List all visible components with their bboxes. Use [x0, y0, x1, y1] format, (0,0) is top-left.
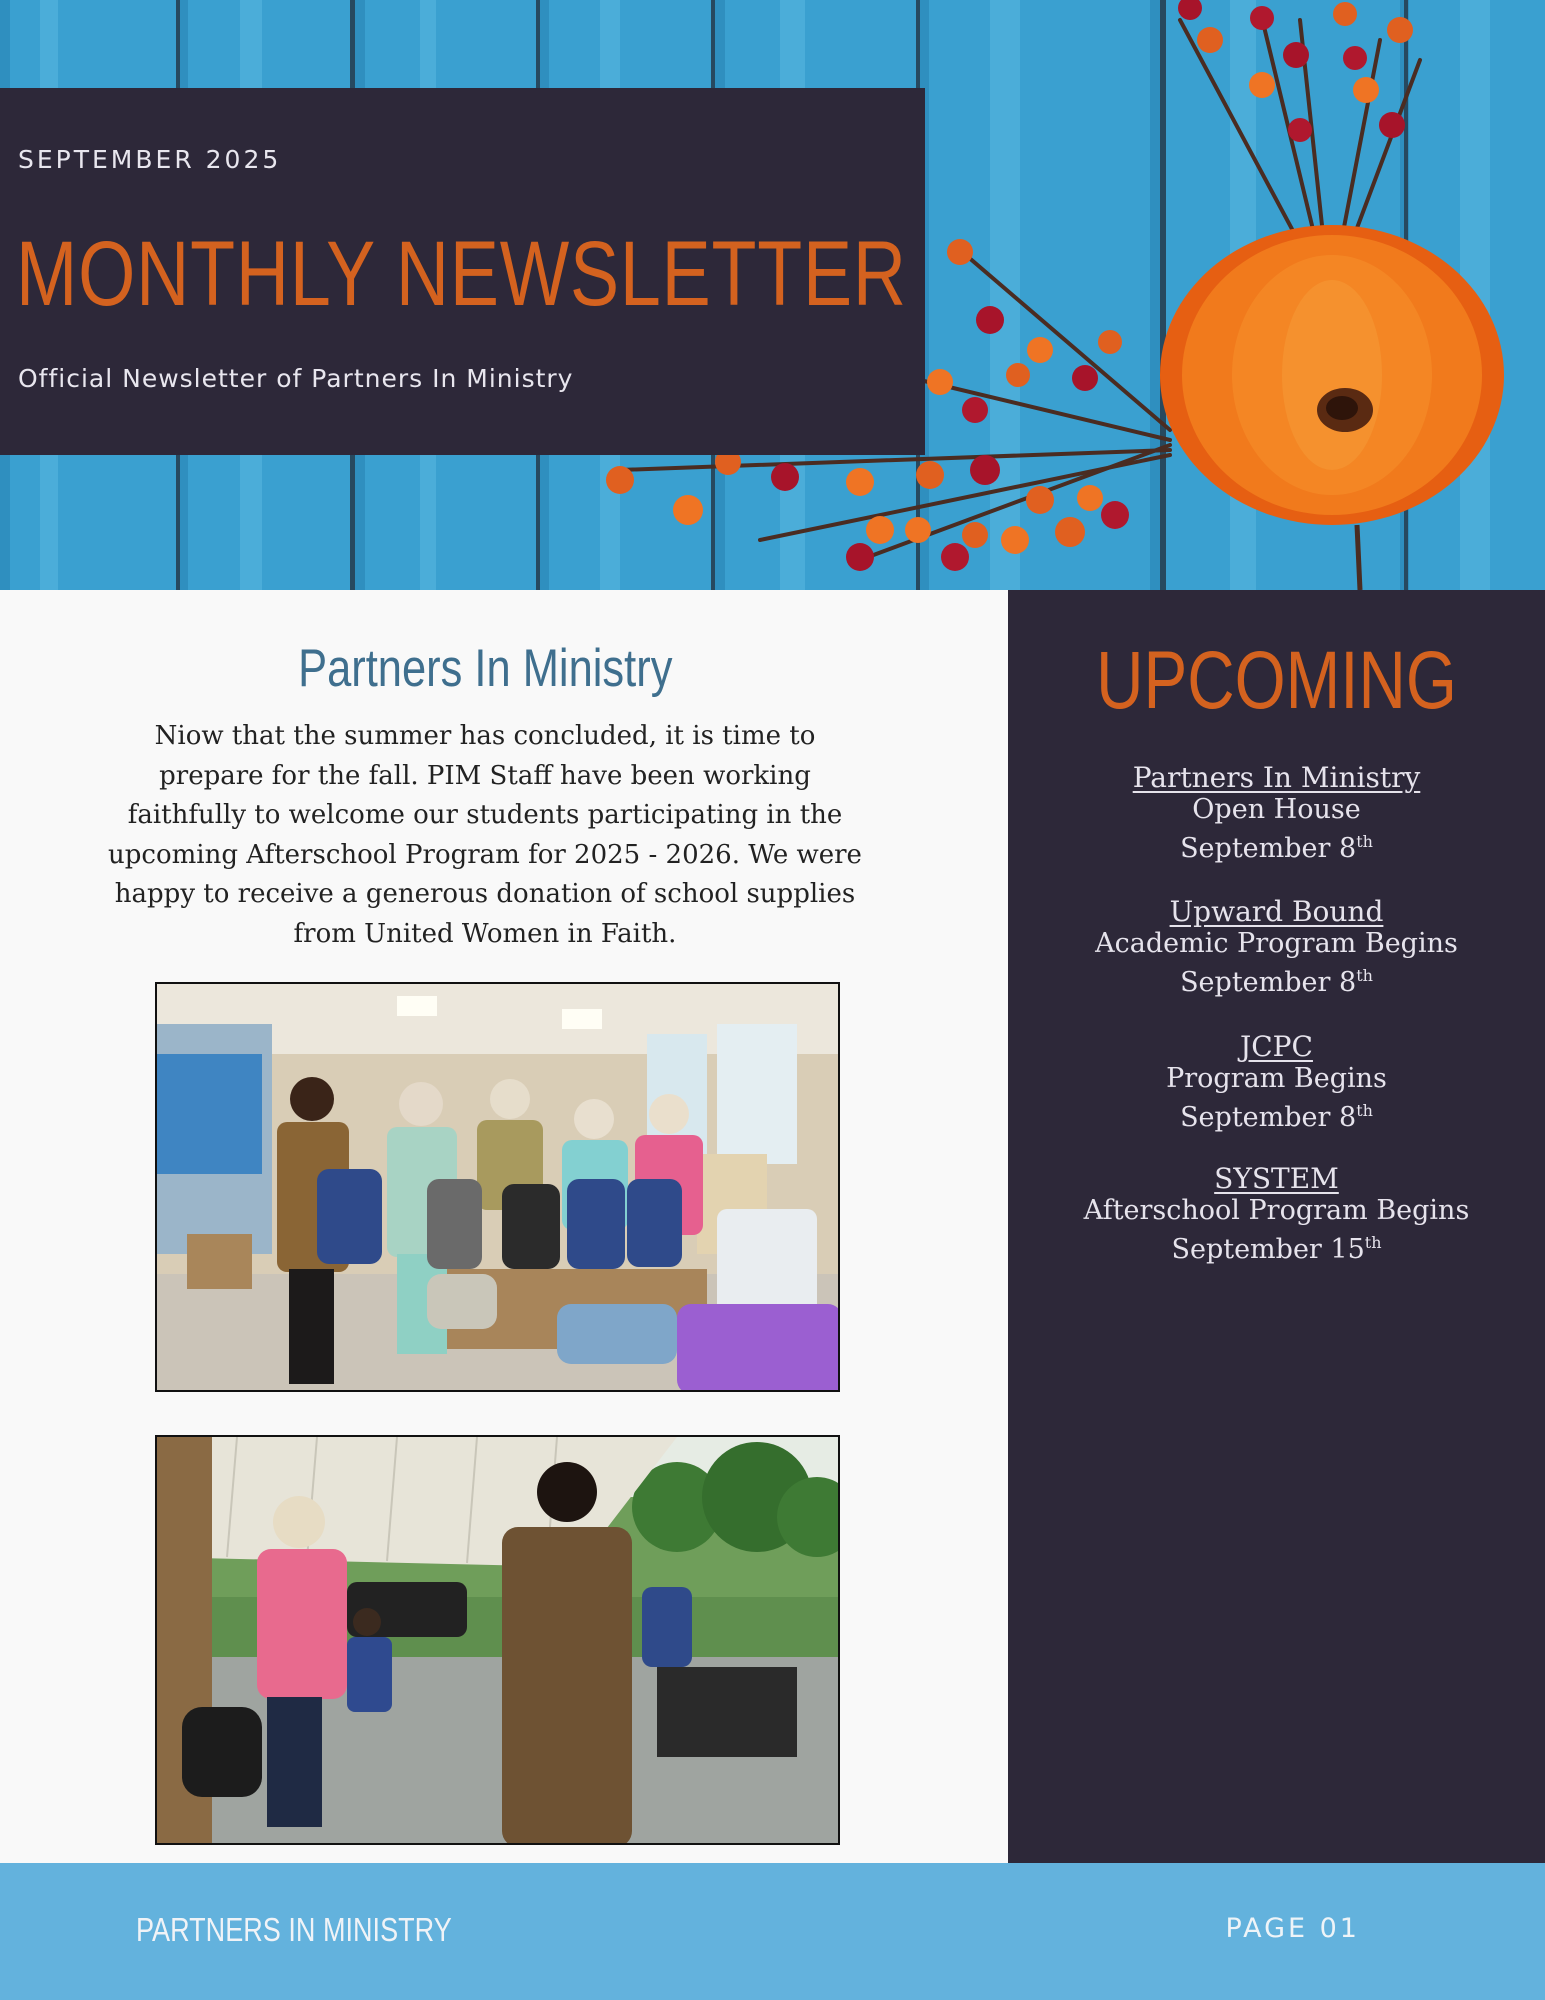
event-name[interactable]: SYSTEM	[1214, 1162, 1339, 1195]
footer	[0, 1863, 1545, 2000]
event-description: Program Begins	[1166, 1063, 1387, 1094]
event-description: Afterschool Program Begins	[1083, 1195, 1470, 1226]
event-description: Academic Program Begins	[1095, 928, 1458, 959]
header-banner	[0, 0, 1545, 590]
page-number: PAGE 01	[1225, 1913, 1360, 1944]
porch-backpack-delivery-photo	[155, 1435, 840, 1845]
event-description: Open House	[1192, 794, 1361, 825]
newsletter-subtitle: Official Newsletter of Partners In Ministry	[18, 364, 574, 393]
upcoming-sidebar	[1008, 590, 1545, 1863]
newsletter-title: MONTHLY NEWSLETTER	[16, 223, 907, 325]
event-system	[1008, 1163, 1545, 1266]
article-heading: Partners In Ministry	[297, 639, 673, 698]
event-name[interactable]: Upward Bound	[1169, 895, 1384, 928]
event-name[interactable]: JCPC	[1240, 1030, 1313, 1063]
event-name[interactable]: Partners In Ministry	[1132, 761, 1421, 794]
event-upward-bound	[1008, 896, 1545, 999]
issue-date: SEPTEMBER 2025	[18, 145, 282, 174]
event-date: September 15th	[1171, 1233, 1382, 1265]
event-date: September 8th	[1180, 832, 1373, 864]
event-jcpc	[1008, 1031, 1545, 1134]
event-date: September 8th	[1180, 1101, 1373, 1133]
classroom-group-backpacks-photo	[155, 982, 840, 1392]
event-partners-in-ministry	[1008, 762, 1545, 865]
event-date: September 8th	[1180, 966, 1373, 998]
upcoming-heading: UPCOMING	[1096, 635, 1457, 726]
footer-organization: PARTNERS IN MINISTRY	[136, 1911, 452, 1948]
article-body: Niow that the summer has concluded, it is time to prepare for the fall. PIM Staff have been working faithfully to welcome our students participating in the upcoming Afterschool Program for 2025 - 2026. We were happy to receive a generous donation of school supplies from United Women in Faith.	[108, 721, 862, 949]
main-column	[0, 590, 1008, 1863]
